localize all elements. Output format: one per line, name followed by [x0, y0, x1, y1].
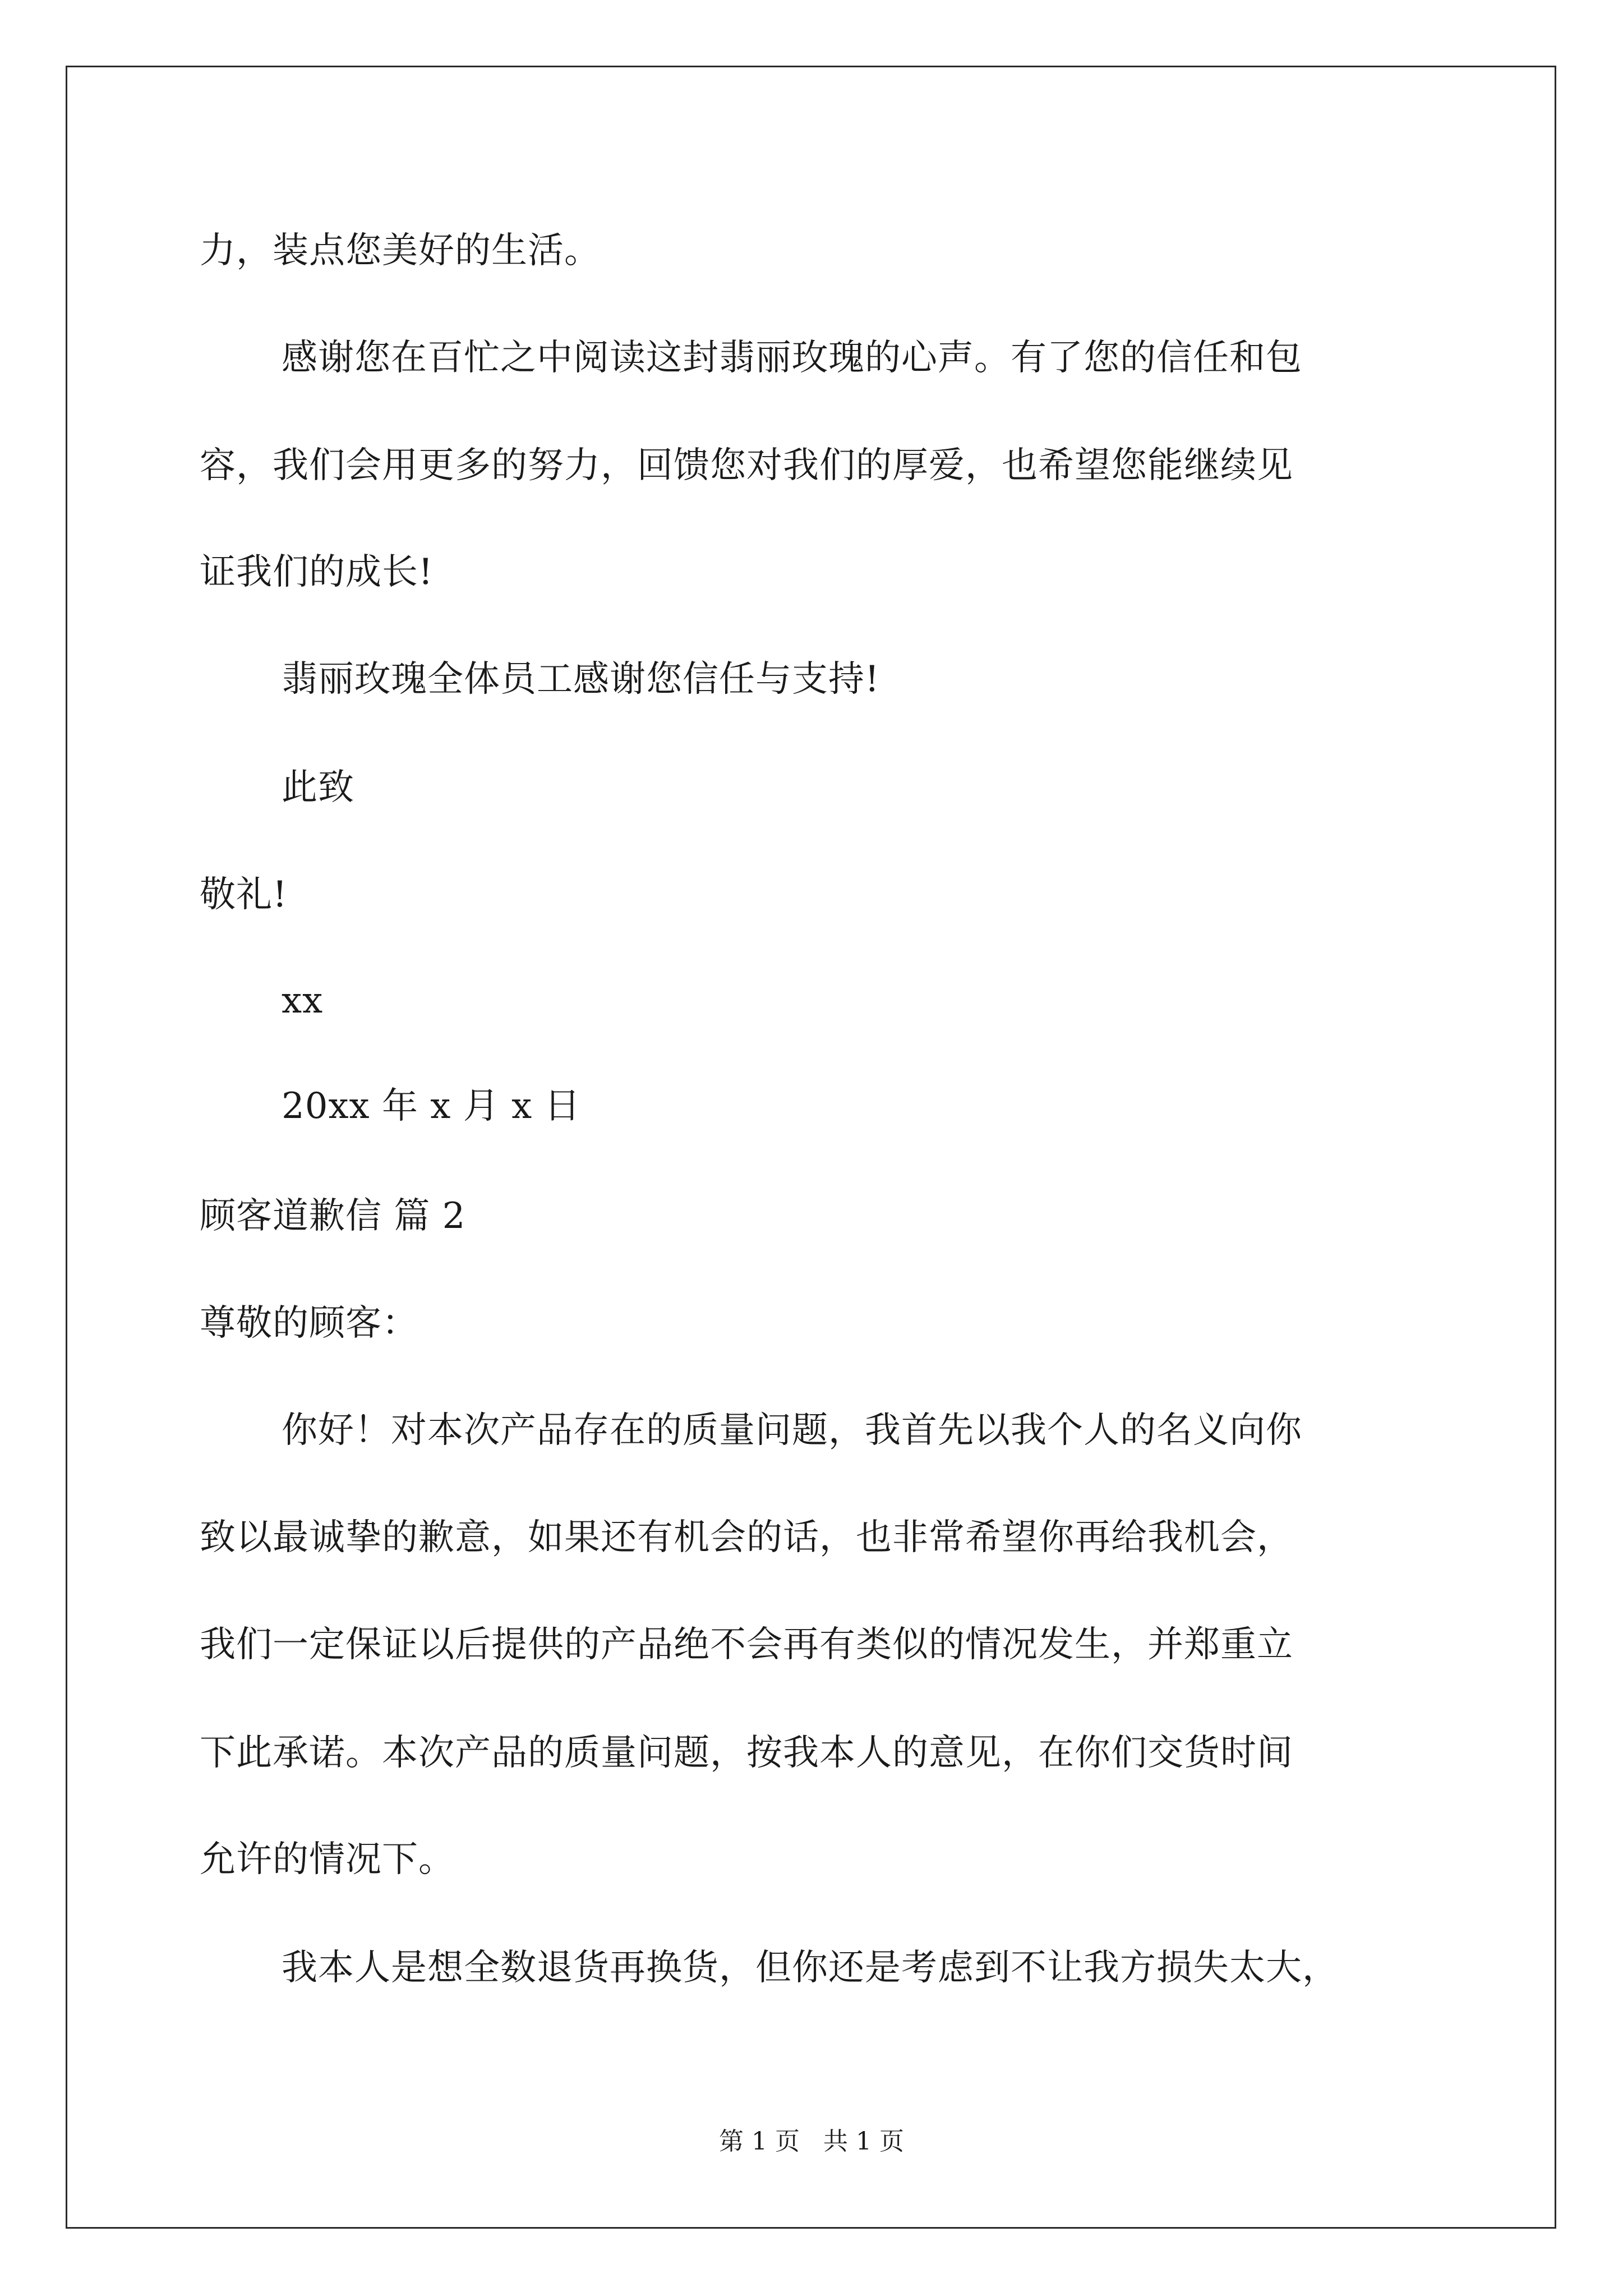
signature-name: xx — [282, 980, 324, 1022]
salutation-line: 此致 — [282, 767, 354, 808]
signature-date: 20xx 年 x 月 x 日 — [282, 1085, 581, 1127]
greeting-line: 尊敬的顾客： — [200, 1303, 418, 1344]
body-line-4: 证我们的成长! — [200, 551, 434, 593]
body-line-10: 允许的情况下。 — [200, 1839, 455, 1880]
body-line-1: 力，装点您美好的生活。 — [200, 230, 601, 272]
page-footer: 第 1 页 共 1 页 — [719, 2127, 904, 2156]
body-line-8: 我们一定保证以后提供的产品绝不会再有类似的情况发生，并郑重立 — [200, 1624, 1293, 1665]
body-line-6: 你好！对本次产品存在的质量问题，我首先以我个人的名义向你 — [282, 1410, 1302, 1451]
section-heading: 顾客道歉信 篇 2 — [200, 1195, 466, 1237]
body-line-11: 我本人是想全数退货再换货，但你还是考虑到不让我方损失太大， — [282, 1947, 1339, 1989]
body-line-9: 下此承诺。本次产品的质量问题，按我本人的意见，在你们交货时间 — [200, 1732, 1293, 1774]
body-line-7: 致以最诚挚的歉意，如果还有机会的话，也非常希望你再给我机会， — [200, 1517, 1293, 1558]
body-line-5: 翡丽玫瑰全体员工感谢您信任与支持! — [282, 659, 880, 700]
page-border — [66, 66, 1556, 2229]
body-line-2: 感谢您在百忙之中阅读这封翡丽玫瑰的心声。有了您的信任和包 — [282, 337, 1302, 379]
body-line-3: 容，我们会用更多的努力，回馈您对我们的厚爱，也希望您能继续见 — [200, 445, 1293, 486]
closing-line: 敬礼! — [200, 874, 288, 915]
